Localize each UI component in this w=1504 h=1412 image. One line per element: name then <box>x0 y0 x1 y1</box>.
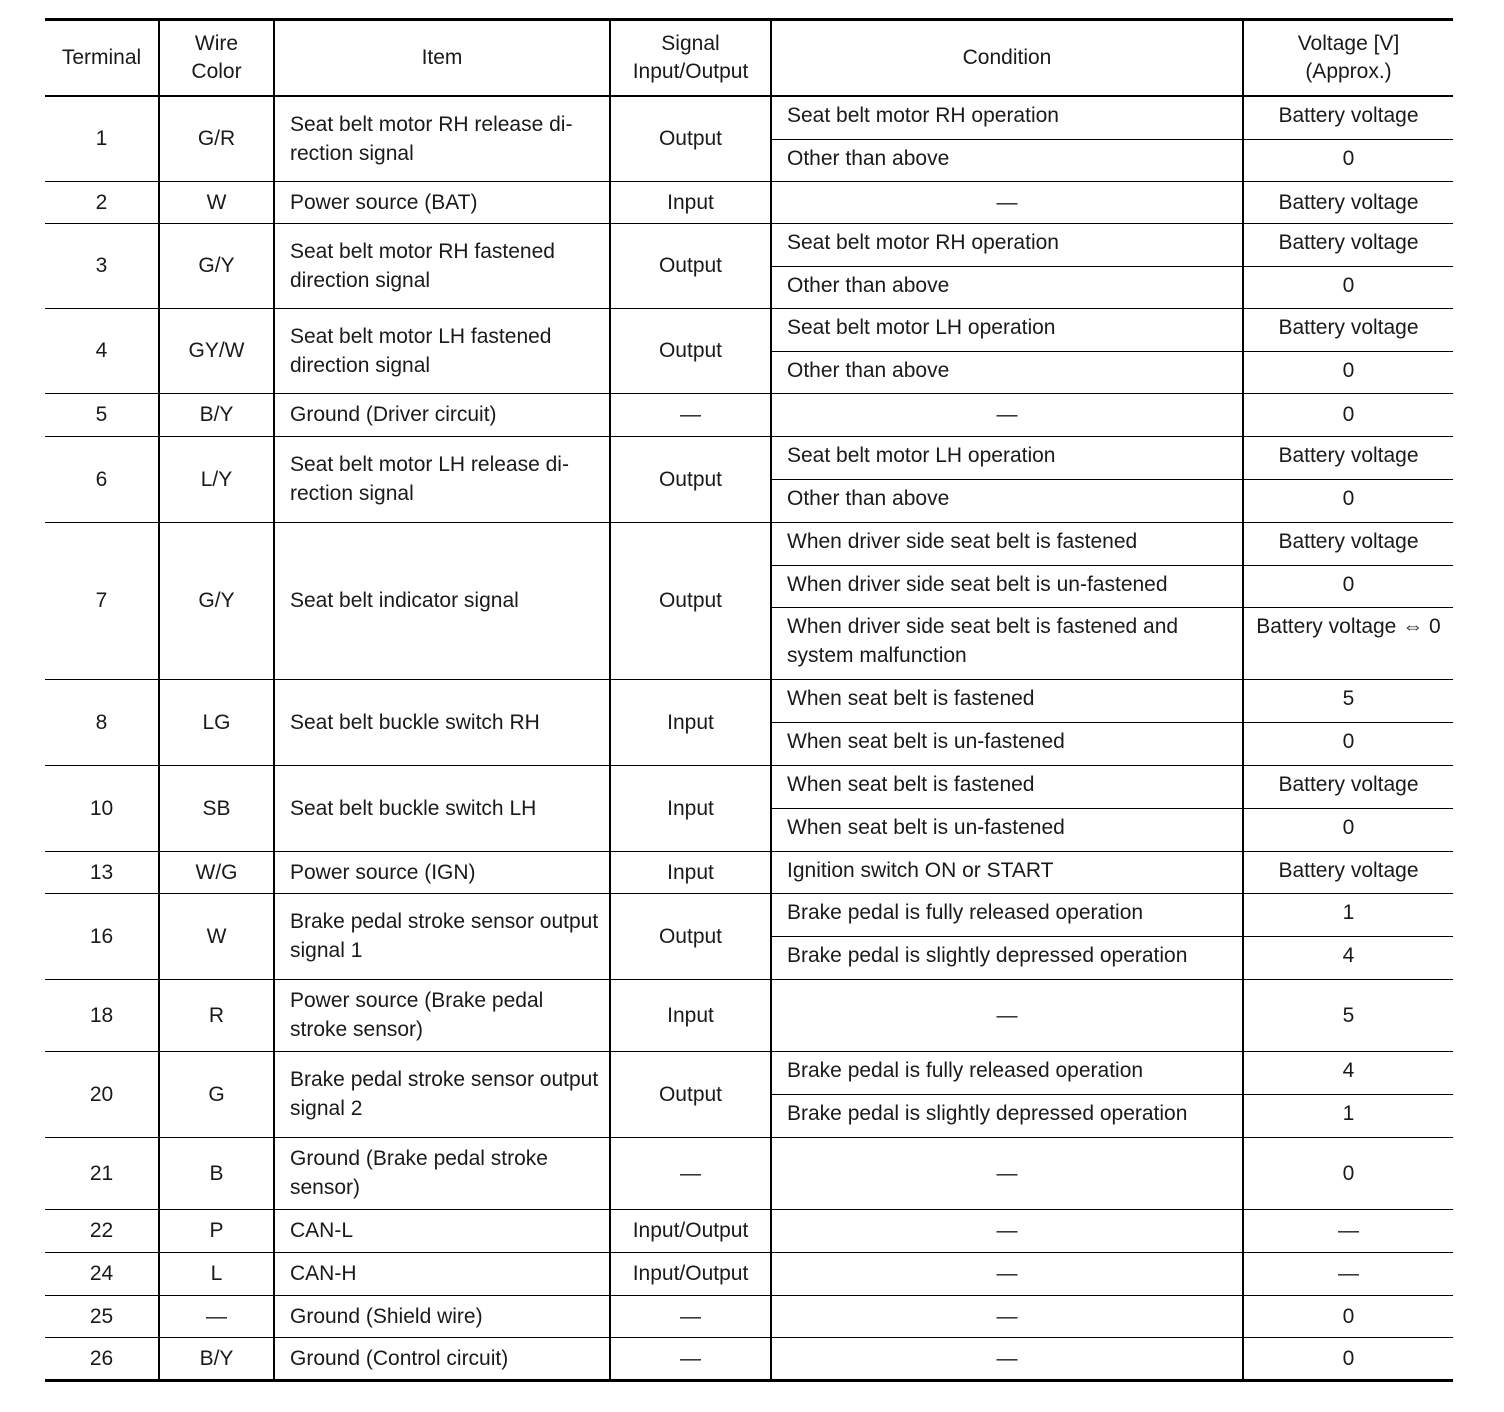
item-cell: Seat belt motor RH release di-rection signal <box>274 96 610 181</box>
item-cell: Ground (Brake pedal stroke sensor) <box>274 1137 610 1209</box>
item-cell: Ground (Driver circuit) <box>274 393 610 436</box>
terminal-table <box>45 18 1453 1382</box>
signal-cell: — <box>610 1295 771 1337</box>
voltage-cell: 0 <box>1243 266 1453 308</box>
table-row <box>45 223 1453 266</box>
item-cell: Brake pedal stroke sensor output signal 2 <box>274 1051 610 1137</box>
signal-cell: Output <box>610 1051 771 1137</box>
voltage-cell: 0 <box>1243 351 1453 393</box>
item-cell: Seat belt buckle switch LH <box>274 765 610 851</box>
table-row <box>45 1209 1453 1252</box>
signal-cell: Input/Output <box>610 1252 771 1295</box>
table-row <box>45 1337 1453 1380</box>
wire-color-cell: G/R <box>159 96 274 181</box>
condition-cell: Ignition switch ON or START <box>771 851 1243 893</box>
voltage-cell: 1 <box>1243 1094 1453 1137</box>
table-row <box>45 1137 1453 1209</box>
condition-cell: When seat belt is un-fastened <box>771 808 1243 851</box>
voltage-cell: 0 <box>1243 565 1453 607</box>
table-row <box>45 679 1453 722</box>
terminal-cell: 25 <box>45 1295 159 1337</box>
wire-color-cell: G/Y <box>159 522 274 679</box>
table-row <box>45 393 1453 436</box>
signal-cell: Output <box>610 223 771 308</box>
voltage-cell: 0 <box>1243 139 1453 181</box>
wire-color-cell: G <box>159 1051 274 1137</box>
voltage-cell: Battery voltage <box>1243 181 1453 223</box>
condition-cell: Other than above <box>771 139 1243 181</box>
wire-color-cell: L/Y <box>159 436 274 522</box>
terminal-cell: 16 <box>45 893 159 979</box>
item-cell: Ground (Control circuit) <box>274 1337 610 1380</box>
voltage-cell: Battery voltage ⇔ 0 <box>1243 607 1453 679</box>
header-item: Item <box>274 20 610 97</box>
terminal-cell: 18 <box>45 979 159 1051</box>
table-row <box>45 96 1453 139</box>
table-body <box>45 96 1453 1380</box>
voltage-cell: Battery voltage <box>1243 436 1453 479</box>
signal-cell: Input <box>610 765 771 851</box>
voltage-cell: Battery voltage <box>1243 308 1453 351</box>
table-row <box>45 436 1453 479</box>
condition-cell: — <box>771 1137 1243 1209</box>
terminal-cell: 13 <box>45 851 159 893</box>
voltage-cell: 5 <box>1243 979 1453 1051</box>
condition-cell: When seat belt is fastened <box>771 765 1243 808</box>
terminal-cell: 22 <box>45 1209 159 1252</box>
terminal-cell: 20 <box>45 1051 159 1137</box>
condition-cell: Brake pedal is fully released operation <box>771 893 1243 936</box>
wire-color-cell: W/G <box>159 851 274 893</box>
condition-cell: — <box>771 393 1243 436</box>
wire-color-cell: W <box>159 181 274 223</box>
voltage-cell: 0 <box>1243 722 1453 765</box>
voltage-cell: 1 <box>1243 893 1453 936</box>
voltage-cell: 4 <box>1243 1051 1453 1094</box>
wire-color-cell: GY/W <box>159 308 274 393</box>
condition-cell: Other than above <box>771 266 1243 308</box>
terminal-cell: 5 <box>45 393 159 436</box>
wire-color-cell: P <box>159 1209 274 1252</box>
table-row <box>45 308 1453 351</box>
terminal-cell: 3 <box>45 223 159 308</box>
item-cell: Seat belt buckle switch RH <box>274 679 610 765</box>
condition-cell: Seat belt motor LH operation <box>771 308 1243 351</box>
terminal-cell: 26 <box>45 1337 159 1380</box>
table-row <box>45 1252 1453 1295</box>
condition-cell: When driver side seat belt is fastened and system malfunction <box>771 607 1243 679</box>
wire-color-cell: LG <box>159 679 274 765</box>
table-row <box>45 1295 1453 1337</box>
table-row <box>45 979 1453 1051</box>
item-cell: CAN-H <box>274 1252 610 1295</box>
table-row <box>45 765 1453 808</box>
wire-color-cell: R <box>159 979 274 1051</box>
table-row <box>45 522 1453 565</box>
wire-color-cell: — <box>159 1295 274 1337</box>
signal-cell: Input <box>610 679 771 765</box>
signal-cell: Output <box>610 893 771 979</box>
item-cell: Seat belt indicator signal <box>274 522 610 679</box>
condition-cell: Other than above <box>771 351 1243 393</box>
table-header <box>45 20 1453 97</box>
voltage-cell: Battery voltage <box>1243 96 1453 139</box>
condition-cell: — <box>771 181 1243 223</box>
voltage-cell: 0 <box>1243 393 1453 436</box>
voltage-cell: 0 <box>1243 1137 1453 1209</box>
condition-cell: Seat belt motor RH operation <box>771 96 1243 139</box>
signal-cell: Output <box>610 96 771 181</box>
wire-color-cell: B/Y <box>159 393 274 436</box>
terminal-cell: 1 <box>45 96 159 181</box>
condition-cell: — <box>771 1252 1243 1295</box>
terminal-cell: 7 <box>45 522 159 679</box>
signal-cell: Input/Output <box>610 1209 771 1252</box>
signal-cell: — <box>610 1137 771 1209</box>
condition-cell: Seat belt motor RH operation <box>771 223 1243 266</box>
voltage-cell: Battery voltage <box>1243 765 1453 808</box>
voltage-cell: Battery voltage <box>1243 522 1453 565</box>
condition-cell: — <box>771 979 1243 1051</box>
item-cell: Power source (IGN) <box>274 851 610 893</box>
item-cell: Seat belt motor LH fastened direction signal <box>274 308 610 393</box>
voltage-cell: 0 <box>1243 1295 1453 1337</box>
item-cell: Power source (BAT) <box>274 181 610 223</box>
wire-color-cell: G/Y <box>159 223 274 308</box>
voltage-cell: 5 <box>1243 679 1453 722</box>
condition-cell: Brake pedal is slightly depressed operation <box>771 1094 1243 1137</box>
table-row <box>45 893 1453 936</box>
wire-color-cell: L <box>159 1252 274 1295</box>
item-cell: CAN-L <box>274 1209 610 1252</box>
voltage-cell: Battery voltage <box>1243 223 1453 266</box>
header-voltage: Voltage [V] (Approx.) <box>1243 20 1453 97</box>
wire-color-cell: B <box>159 1137 274 1209</box>
wire-color-cell: W <box>159 893 274 979</box>
header-terminal: Terminal <box>45 20 159 97</box>
condition-cell: Brake pedal is fully released operation <box>771 1051 1243 1094</box>
signal-cell: Input <box>610 851 771 893</box>
signal-cell: Input <box>610 979 771 1051</box>
table-row <box>45 1051 1453 1094</box>
voltage-cell: — <box>1243 1252 1453 1295</box>
terminal-cell: 21 <box>45 1137 159 1209</box>
condition-cell: When driver side seat belt is un-fastened <box>771 565 1243 607</box>
item-cell: Seat belt motor LH release di-rection signal <box>274 436 610 522</box>
signal-cell: — <box>610 393 771 436</box>
item-cell: Power source (Brake pedal stroke sensor) <box>274 979 610 1051</box>
condition-cell: — <box>771 1295 1243 1337</box>
condition-cell: Seat belt motor LH operation <box>771 436 1243 479</box>
signal-cell: Input <box>610 181 771 223</box>
header-row <box>45 20 1453 97</box>
voltage-cell: 0 <box>1243 479 1453 522</box>
terminal-cell: 10 <box>45 765 159 851</box>
header-signal: Signal Input/Output <box>610 20 771 97</box>
table-row <box>45 181 1453 223</box>
condition-cell: — <box>771 1337 1243 1380</box>
terminal-cell: 24 <box>45 1252 159 1295</box>
condition-cell: Brake pedal is slightly depressed operation <box>771 936 1243 979</box>
table-row <box>45 851 1453 893</box>
condition-cell: When driver side seat belt is fastened <box>771 522 1243 565</box>
voltage-cell: — <box>1243 1209 1453 1252</box>
terminal-cell: 6 <box>45 436 159 522</box>
terminal-cell: 2 <box>45 181 159 223</box>
terminal-cell: 8 <box>45 679 159 765</box>
condition-cell: When seat belt is un-fastened <box>771 722 1243 765</box>
header-condition: Condition <box>771 20 1243 97</box>
item-cell: Seat belt motor RH fastened direction signal <box>274 223 610 308</box>
voltage-cell: 0 <box>1243 1337 1453 1380</box>
item-cell: Brake pedal stroke sensor output signal 1 <box>274 893 610 979</box>
voltage-cell: Battery voltage <box>1243 851 1453 893</box>
terminal-cell: 4 <box>45 308 159 393</box>
header-wire-color: Wire Color <box>159 20 274 97</box>
signal-cell: Output <box>610 436 771 522</box>
signal-cell: Output <box>610 522 771 679</box>
wire-color-cell: B/Y <box>159 1337 274 1380</box>
wire-color-cell: SB <box>159 765 274 851</box>
condition-cell: Other than above <box>771 479 1243 522</box>
signal-cell: — <box>610 1337 771 1380</box>
signal-cell: Output <box>610 308 771 393</box>
condition-cell: — <box>771 1209 1243 1252</box>
condition-cell: When seat belt is fastened <box>771 679 1243 722</box>
voltage-cell: 0 <box>1243 808 1453 851</box>
item-cell: Ground (Shield wire) <box>274 1295 610 1337</box>
voltage-cell: 4 <box>1243 936 1453 979</box>
